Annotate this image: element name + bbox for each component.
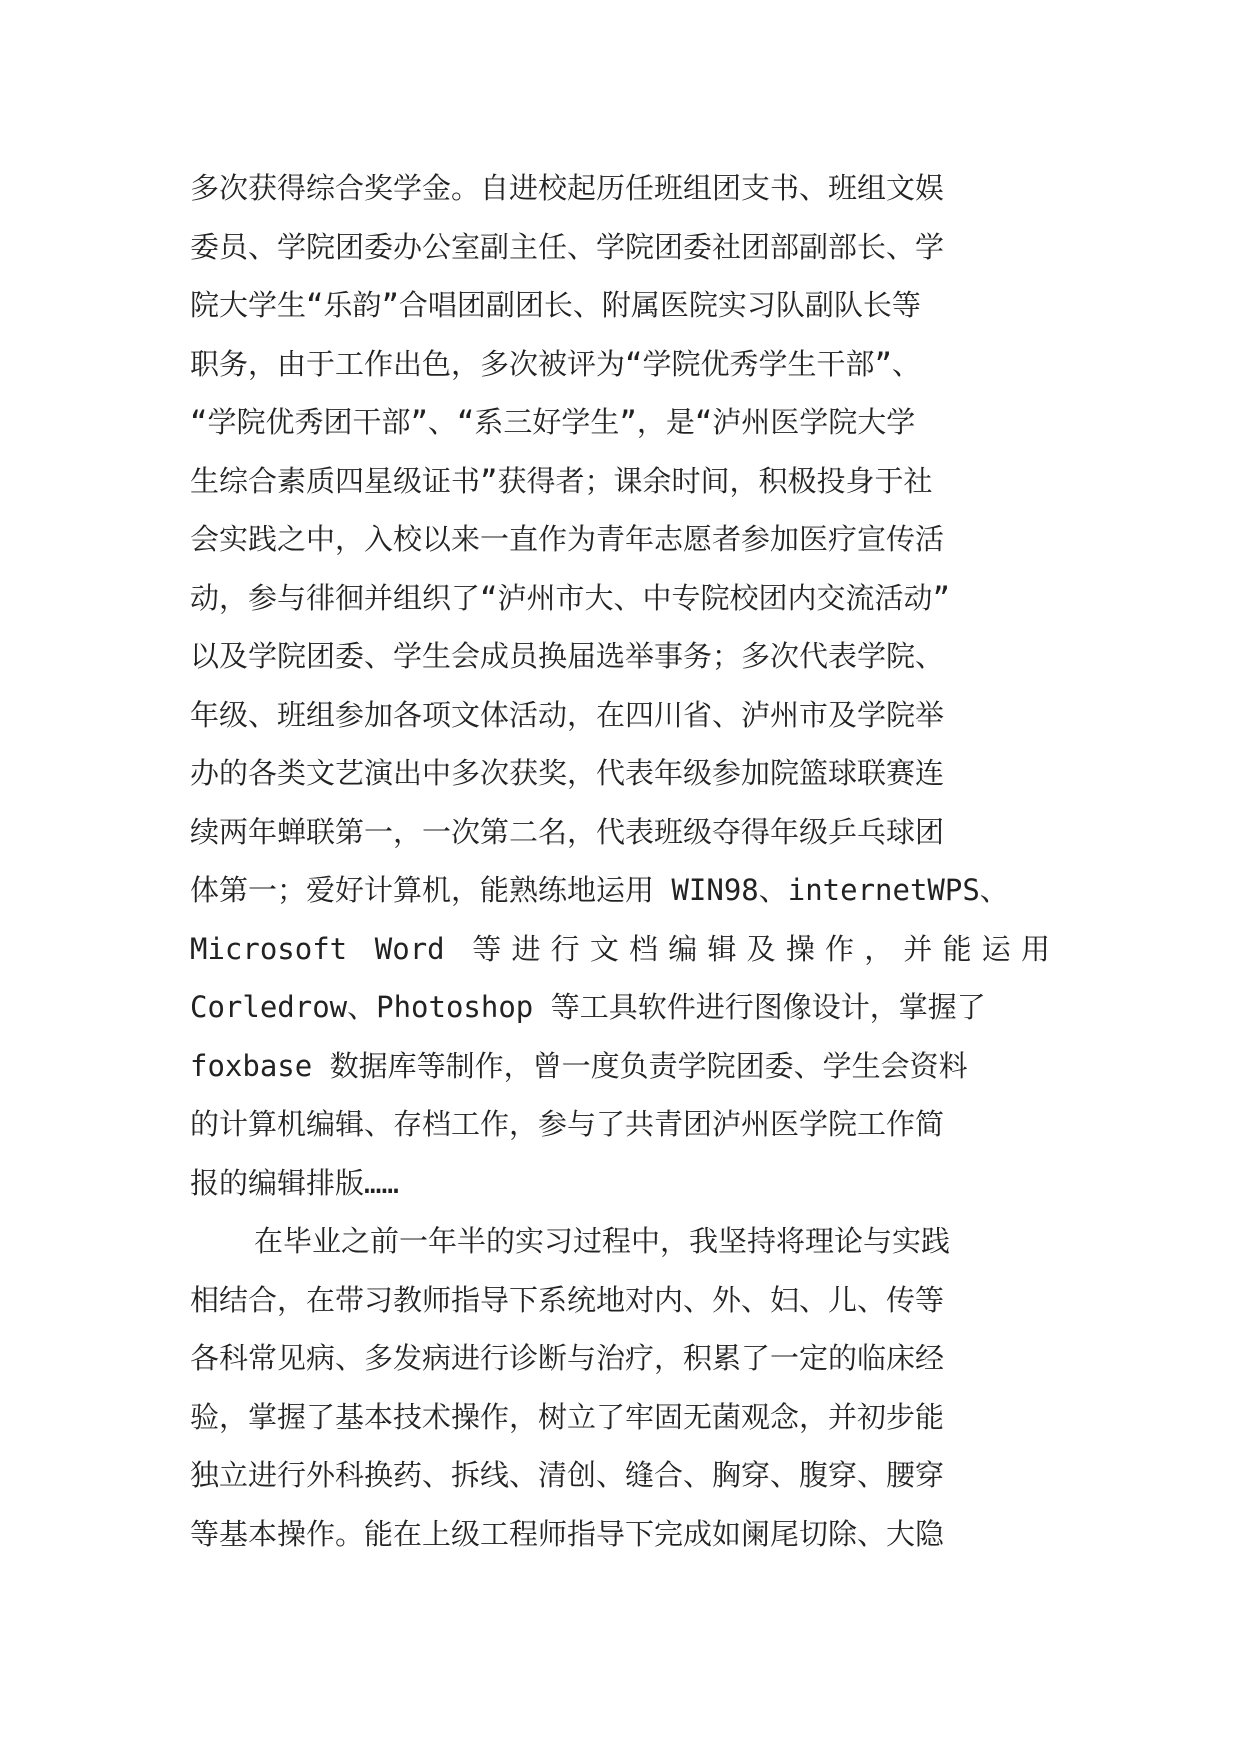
text-line: 办的各类文艺演出中多次获奖，代表年级参加院篮球联赛连 [190,756,945,790]
text-line: 年级、班组参加各项文体活动，在四川省、泸州市及学院举 [190,697,945,732]
text-line: 的计算机编辑、存档工作，参与了共青团泸州医学院工作简 [190,1107,945,1141]
text-line: 续两年蝉联第一，一次第二名，代表班级夺得年级乒乓球团 [190,814,945,849]
text-line: 职务，由于工作出色，多次被评为“学院优秀学生干部”、 [190,346,921,381]
text-line: 生综合素质四星级证书”获得者；课余时间，积极投身于社 [190,463,933,498]
text-line: Corledrow、Photoshop 等工具软件进行图像设计，掌握了 [190,990,986,1024]
text-line: “学院优秀团干部”、“系三好学生”，是“泸州医学院大学 [190,405,916,439]
paragraph-first-line: 在毕业之前一年半的实习过程中，我坚持将理论与实践 [254,1224,951,1258]
text-line: 院大学生“乐韵”合唱团副团长、附属医院实习队副队长等 [190,288,921,322]
text-line: 相结合，在带习教师指导下系统地对内、外、妇、儿、传等 [190,1282,945,1317]
text-line: 委员、学院团委办公室副主任、学院团委社团部副部长、学 [190,229,945,264]
text-line: 报的编辑排版…… [190,1165,399,1200]
text-line: Microsoft Word 等进行文档编辑及操作，并能运用 [190,931,1050,966]
text-line: 以及学院团委、学生会成员换届选举事务；多次代表学院、 [190,639,945,673]
text-line: 动，参与徘徊并组织了“泸州市大、中专院校团内交流活动” [190,580,950,615]
body-text [190,159,1050,1563]
text-line: 会实践之中，入校以来一直作为青年志愿者参加医疗宣传活 [190,522,945,556]
text-line: foxbase 数据库等制作，曾一度负责学院团委、学生会资料 [190,1048,968,1083]
text-line: 各科常见病、多发病进行诊断与治疗，积累了一定的临床经 [190,1341,945,1375]
text-line: 独立进行外科换药、拆线、清创、缝合、胸穿、腹穿、腰穿 [190,1458,945,1492]
text-line: 验，掌握了基本技术操作，树立了牢固无菌观念，并初步能 [190,1399,945,1434]
text-line: 体第一；爱好计算机，能熟练地运用 WIN98、internetWPS、 [190,873,1009,907]
text-line: 等基本操作。能在上级工程师指导下完成如阑尾切除、大隐 [190,1516,945,1551]
text-line: 多次获得综合奖学金。自进校起历任班组团支书、班组文娱 [190,171,945,205]
